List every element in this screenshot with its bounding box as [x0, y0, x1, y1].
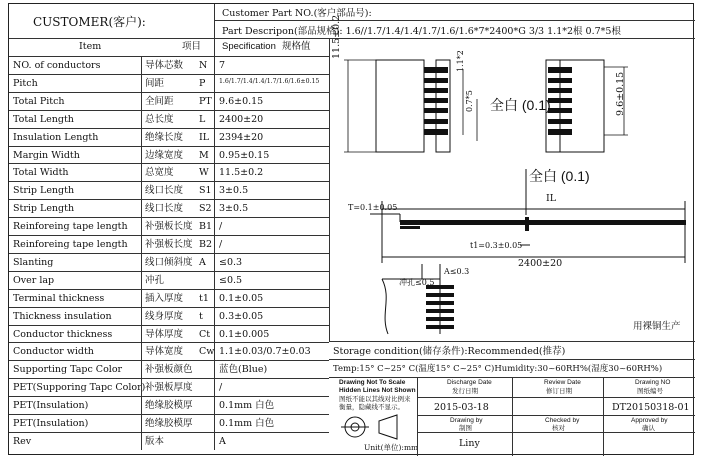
table-cell-val: / — [219, 382, 223, 394]
table-row-line — [9, 325, 329, 326]
storage-text: Storage condition(储存条件):Recommended(推荐) — [333, 346, 566, 357]
drawn-en: Drawing by — [450, 417, 483, 424]
table-cell-en: Margin Width — [13, 149, 80, 161]
table-cell-val: 3±0.5 — [219, 185, 249, 197]
table-cell-cn: 总长度 — [145, 113, 174, 125]
t1-label: t1=0.3±0.05 — [470, 241, 523, 250]
table-cell-en: Over lap — [13, 274, 55, 286]
discharge-en: Discharge Date — [447, 379, 492, 386]
table-cell-val: A — [219, 435, 226, 447]
table-row-line — [9, 199, 329, 200]
table-cell-val: ≤0.5 — [219, 274, 243, 286]
conductor-note: 用裸铜生产 — [633, 321, 681, 332]
table-row-line — [9, 342, 329, 343]
table-cell-cn: 导体宽度 — [145, 346, 184, 358]
a-label: A≤0.3 — [444, 267, 470, 276]
table-cell-sym: PT — [199, 95, 212, 107]
table-cell-val: 1.6/1.7/1.4/1.4/1.7/1.6/1.6±0.15 — [219, 77, 320, 85]
table-cell-cn: 冲孔 — [145, 274, 165, 286]
table-row-line — [9, 253, 329, 254]
table-cell-en: Pitch — [13, 77, 38, 89]
table-cell-en: PET(Insulation) — [13, 418, 89, 429]
table-cell-cn: 间距 — [145, 77, 165, 89]
note-scale: Drawing Not To Scale — [339, 379, 406, 386]
end-view — [382, 264, 440, 334]
table-cell-sym: S1 — [199, 185, 212, 197]
storage-top-line — [329, 341, 695, 342]
table-cell-cn: 边缘宽度 — [145, 149, 184, 161]
table-cell-sym: IL — [199, 131, 210, 143]
table-cell-cn: 补强板长度 — [145, 239, 193, 250]
storage-temp: Temp:15° C~25° C(温度15° C~25° C)Humidity:30~60RH%(湿度30~60RH%) — [333, 364, 663, 374]
table-cell-en: Total Pitch — [13, 95, 65, 107]
side-view — [370, 169, 685, 263]
table-cell-en: Rev — [13, 435, 32, 447]
color-label-1: 全白 (0.1) — [490, 97, 551, 113]
table-cell-cn: 线口长度 — [145, 203, 184, 215]
table-cell-cn: 线身厚度 — [145, 310, 184, 322]
table-cell-en: Terminal thickness — [13, 292, 105, 304]
table-cell-val: / — [219, 239, 223, 250]
length-label: 2400±20 — [518, 258, 563, 269]
table-cell-sym: Ct — [199, 328, 211, 340]
table-cell-cn: 绝缘胶模厚 — [145, 400, 193, 412]
top-rect-right — [546, 60, 604, 152]
col-spec: Specification — [222, 41, 276, 52]
table-row-line — [9, 110, 329, 111]
storage-line — [329, 359, 695, 360]
table-row-line — [9, 235, 329, 236]
table-cell-en: PET(Supporing Tapc Color) — [13, 382, 146, 394]
table-cell-val: 2394±20 — [219, 131, 264, 143]
table-cell-val: 0.95±0.15 — [219, 149, 270, 161]
table-cell-en: Supporting Tapc Color — [13, 364, 123, 376]
customer-label: CUSTOMER(客户): — [33, 15, 146, 29]
drawing-no-cn: 图纸编号 — [637, 387, 663, 395]
table-cell-sym: S2 — [199, 203, 212, 215]
checked-en: Checked by — [545, 417, 580, 424]
customer-part-no: Customer Part NO.(客户部品号): — [222, 8, 372, 19]
dim-pitch-2: 0.7*5 — [465, 90, 474, 112]
table-row-line — [9, 396, 329, 397]
il-label: IL — [546, 193, 557, 204]
table-cell-en: Strip Length — [13, 185, 75, 197]
table-cell-en: Strip Length — [13, 203, 75, 215]
drawing-no-val: DT20150318-01 — [612, 402, 690, 413]
checked-cn: 核对 — [552, 424, 565, 432]
table-cell-val: 蓝色(Blue) — [219, 364, 268, 376]
table-cell-cn: 导体芯数 — [145, 60, 184, 71]
table-cell-val: 0.1mm 白色 — [219, 400, 275, 412]
dim-pitch-1: 1.1*2 — [456, 50, 465, 72]
table-cell-en: Total Width — [13, 167, 69, 179]
table-cell-cn: 线口长度 — [145, 185, 184, 197]
table-row-line — [9, 146, 329, 147]
table-cell-en: PET(Insulation) — [13, 400, 89, 412]
top-rect-left — [376, 60, 424, 152]
approved-en: Approved by — [631, 417, 668, 424]
cable-side-layer — [400, 226, 420, 229]
table-cell-sym: A — [199, 256, 206, 268]
table-row-line — [9, 414, 329, 415]
col-spec-cn: 规格值 — [282, 41, 311, 52]
table-cell-val: 3±0.5 — [219, 203, 249, 215]
table-cell-cn: 导体厚度 — [145, 328, 184, 340]
table-cell-cn: 总宽度 — [145, 167, 174, 179]
table-cell-cn: 补强板厚度 — [145, 382, 193, 394]
table-row-line — [9, 74, 329, 75]
punch-label: 冲孔≤0.5 — [399, 278, 435, 287]
table-row-line — [9, 432, 329, 433]
table-cell-en: Insulation Length — [13, 131, 99, 143]
table-row-line — [9, 378, 329, 379]
table-cell-val: 1.1±0.03/0.7±0.03 — [219, 346, 311, 358]
table-cell-val: / — [219, 221, 223, 233]
drawn-cn: 制图 — [459, 424, 472, 432]
table-cell-en: Thickness insulation — [13, 310, 112, 322]
insulation-left — [436, 60, 450, 152]
col-item: Item — [79, 41, 102, 52]
header-divider — [214, 4, 215, 38]
discharge-val: 2015-03-18 — [434, 402, 489, 413]
table-cell-sym: W — [199, 167, 209, 179]
table-vline-1 — [141, 56, 142, 450]
table-cell-cn: 补强板颜色 — [145, 364, 193, 376]
table-cell-val: 0.1mm 白色 — [219, 418, 275, 429]
part-description: Part Descripon(部品规格): 1.6//1.7/1.4/1.4/1.7/1.6/1.6*7*2400*G 3/3 1.1*2根 0.7*5根 — [222, 26, 621, 37]
table-cell-val: 9.6±0.15 — [219, 95, 264, 107]
table-cell-sym: t1 — [199, 292, 209, 304]
table-vline-2 — [214, 38, 215, 450]
tb-vline-1 — [417, 377, 418, 456]
table-row-line — [9, 181, 329, 182]
table-cell-sym: t — [199, 310, 203, 322]
dim-total-pitch: 9.6±0.15 — [615, 71, 626, 116]
header-line — [214, 20, 695, 21]
table-cell-sym: L — [199, 113, 206, 125]
table-row-line — [9, 92, 329, 93]
table-cell-en: Conductor thickness — [13, 328, 113, 340]
table-cell-val: 0.1±0.005 — [219, 328, 270, 340]
review-en: Review Date — [544, 379, 581, 386]
tb-vline-3 — [603, 377, 604, 456]
tb-hline-2 — [417, 415, 695, 416]
table-cell-en: NO. of conductors — [13, 60, 101, 71]
t-label: T=0.1±0.05 — [348, 203, 398, 212]
table-cell-cn: 版本 — [145, 435, 165, 447]
note-hidden: Hidden Lines Not Shown — [339, 387, 416, 394]
table-row-line — [9, 217, 329, 218]
approved-cn: 确认 — [642, 424, 655, 432]
table-cell-sym: M — [199, 149, 209, 161]
table-row-line — [9, 271, 329, 272]
discharge-cn: 发行日期 — [452, 387, 478, 395]
drawing-sheet — [8, 3, 694, 455]
drawing-no-en: Drawing NO — [635, 379, 671, 386]
tb-hline-3 — [417, 432, 695, 433]
table-cell-sym: P — [199, 77, 206, 89]
table-cell-val: 2400±20 — [219, 113, 264, 125]
col-item-cn: 项目 — [182, 41, 202, 52]
unit-label: Unit(单位):mm — [364, 443, 419, 452]
table-row-line — [9, 289, 329, 290]
table-cell-en: Reinforeing tape length — [13, 239, 128, 250]
table-cell-cn: 全间距 — [145, 95, 174, 107]
table-row-line — [9, 163, 329, 164]
table-cell-cn: 绝缘长度 — [145, 131, 184, 143]
table-cell-en: Reinforeing tape length — [13, 221, 128, 233]
table-cell-cn: 插入厚度 — [145, 292, 184, 304]
table-cell-sym: B2 — [199, 239, 213, 250]
table-cell-cn: 线口倾斜度 — [145, 256, 193, 268]
cable-side-conductor — [400, 220, 686, 225]
tb-hline-1 — [417, 397, 695, 398]
tb-vline-2 — [512, 377, 513, 456]
table-cell-val: ≤0.3 — [219, 256, 243, 268]
table-cell-cn: 绝缘胶模厚 — [145, 418, 193, 429]
review-cn: 修订日期 — [546, 387, 572, 395]
color-label-2: 全白 (0.1) — [529, 168, 590, 184]
table-row-line — [9, 360, 329, 361]
table-cell-val: 7 — [219, 60, 226, 71]
table-cell-en: Total Length — [13, 113, 74, 125]
table-cell-val: 0.3±0.05 — [219, 310, 264, 322]
table-cell-cn: 补强板长度 — [145, 221, 193, 233]
table-cell-en: Conductor width — [13, 346, 94, 358]
dim-width: 11.5±0.2 — [331, 14, 342, 59]
table-cell-val: 0.1±0.05 — [219, 292, 264, 304]
drawn-val: Liny — [459, 438, 480, 449]
table-row-line — [9, 56, 329, 57]
table-cell-sym: N — [199, 60, 208, 71]
table-cell-val: 11.5±0.2 — [219, 167, 264, 179]
table-cell-en: Slanting — [13, 256, 54, 268]
cable-side-center-mark — [525, 217, 529, 231]
table-row-line — [9, 128, 329, 129]
table-cell-sym: B1 — [199, 221, 213, 233]
cable-drawing — [330, 39, 695, 341]
note-cn-2: 衡量，隐藏线不显示。 — [339, 403, 404, 411]
table-row-line — [9, 307, 329, 308]
table-cell-sym: Cw — [199, 346, 215, 358]
note-cn-1: 图纸不能以其线对比例来 — [339, 395, 411, 403]
